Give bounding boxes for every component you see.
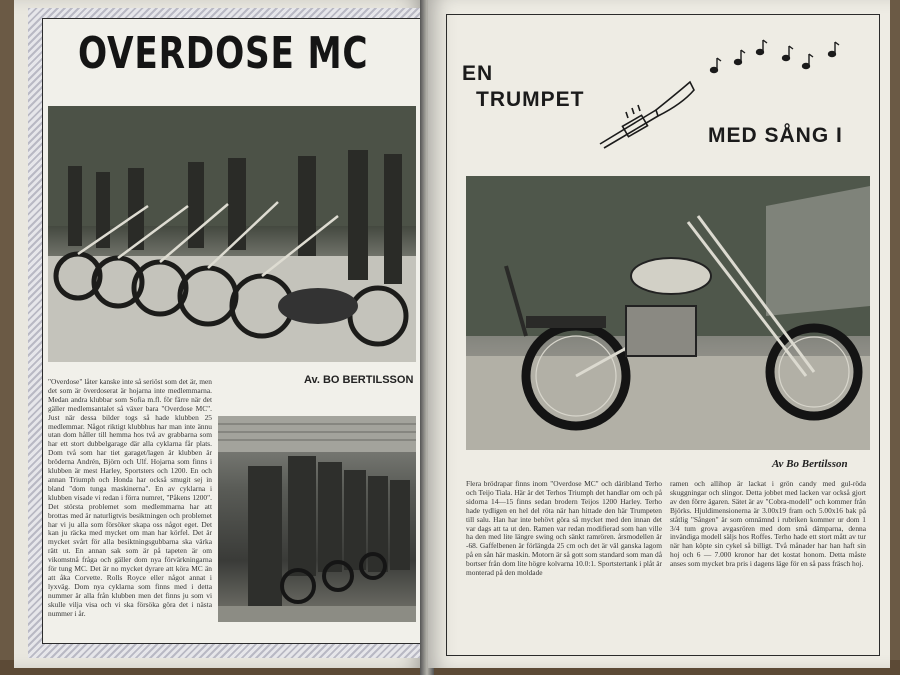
left-author: Av. BO BERTILSSON [304,374,414,386]
right-article-text-col2: ramen och allihop är lackat i grön candy med gul-röda skuggningar och slingor. Detta jobbet med lacken var också gjort av den förre ägaren. Sätet är av "Cobra-modell" och kommer från Björks. Hjuldimensionerna är 3.00x19 fram och 5.00x16 bak på ståtlig "Sången" är som omnämnd i rubriken kommer ur dom 1 3/4 tum grova avgasrören med dom små dämparna, denna invändiga modell säljs hos Roffes. Terho hade ett stort mått av tur när han köpte sin cykel så billigt. Två månader har han haft sin hoj och 6 — 7.000 kronor har det kostat honom. Detta måste anses som mycket bra pris i dagens läge för en så pass fräsch hoj. [670,479,866,569]
right-headline-line3: MED SÅNG I [708,124,843,147]
music-notes-icon [706,38,846,78]
club-jackets-photo [218,416,416,622]
club-group-photo [48,106,416,362]
right-headline-line2: TRUMPET [476,88,585,111]
triumph-chopper-photo [466,176,870,450]
left-headline: OVERDOSE MC [78,28,369,79]
right-author: Av Bo Bertilsson [772,458,848,470]
trumpet-icon [596,80,696,152]
right-article-text-col1: Flera brödrapar finns inom "Overdose MC" och däribland Terho och Teijo Tiala. Här är det Terhos Triumph det handlar om och på sidorna 14—15 finns sedan brodern Teijos 1200 Harley. Terho hade tydligen en hel del röta när han hittade den här Trumpeten till salu. Han har inte behövt göra så mycket med den innan det var dags att ta ut den. Ramen var redan modifierad som han ville ha den med lite längre swing och sänkt ramrören. årsmodellen är -68. Gaffelbenen är förlängda 25 cm och det är väl ganska lagom på en sån här maskin. Motorn är så gott som standard som man då bortser från dom lite högre kolvarna 10.0:1. Sportstertank i plåt är monterad på den moldade [466,479,662,578]
left-article-text: "Overdose" låter kanske inte så seriöst som det är, men det som är överdoserat är hojarna inte medlemmarna. Medan andra klubbar som Sofia m.fl. för färre när det gäller medlemsantalet så växer bara "Overdose MC". Just när dessa bilder togs så hade klubben 25 medlemmar. Något riktigt klubbhus har man inte ännu utan dom håller till hemma hos två av grabbarna som har ett stort dubbelgarage där alla cyklarna får plats. Dom två som har tiet garaget/lagen är klubben är bröderna Andrén, Björn och Ulf. Hojarna som finns i klubben är mest Harley, Sportsters och 1200. En och annan Triumph och Honda har också smugit sej in bland "dom tunga maskinerna". En av cyklarna i klubben visade vi redan i förra numret, "Påkens 1200". Det största problemet som medlemmarna har att brottas med är naturligtvis besiktningen och problemet har vi ju alla som försöker skapa oss något eget. Det kan ju räcka med mycket om man har körfel. Det är mycket svårt för alla besiktningsgubbarna ska värka rätt ut. En annan sak som är på tapeten är om vikomstnå fråga och gäller dom nya förvärkningarna för tung MC. Det är no mycket dyrare att köra MC än att åka Corvette. Rolls Royce eller något annat i lyxväg. Dom nya cyklarna som finns med i detta nummer är alla från klubben men det finns ju som vi skulle vilja visa och vi ska försöka göra det i nästa nummer i år. [48,377,212,618]
right-headline-line1: EN [462,62,494,85]
